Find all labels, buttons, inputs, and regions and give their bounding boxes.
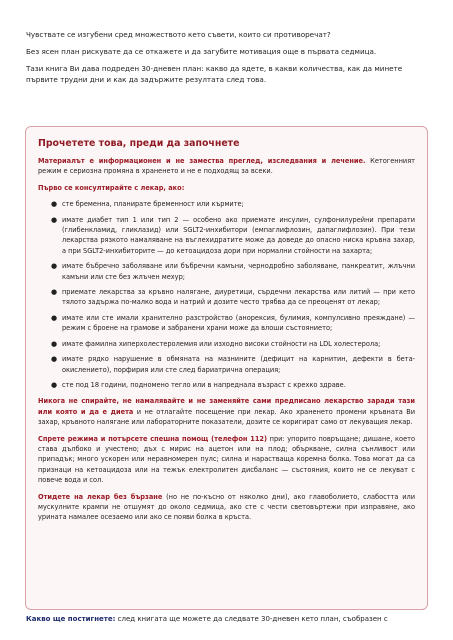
list-item: ● приемате лекарства за кръвно налягане, диуретици, сърдечни лекарства или литий — при кето тялото задържа по-малко вода и натрий и дозите често трябва да се преоценят от лекар; [51, 288, 415, 307]
bullet-icon: ● [51, 339, 58, 348]
disclaimer-bold: Материалът е информационен и не замества преглед, изследвания и лечение. [38, 157, 366, 165]
bullet-icon: ● [51, 355, 58, 364]
medication-bold: Никога не спирайте, не намалявайте и не заменяйте сами предписано лекарство заради тази или която и да е диета [38, 397, 415, 416]
list-item: ● сте под 18 години, подномено тегло или в напреднала възраст с крехко здраве. [51, 380, 346, 389]
doctor-bold: Отидете на лекар без бързане [38, 492, 163, 501]
doctor-text: (но не по-късно от няколко дни), ако главоболието, слабостта или мускулните крампи не отшумят до около седмица, ако сте с чести световъртежи при изправяне, ако урината намалее осезаемо или ако се появи болка в кръста. [38, 492, 415, 522]
emergency-bold: Спрете режима и потърсете спешна помощ (телефон 112) [38, 434, 268, 443]
consult-list [38, 199, 415, 390]
emergency-paragraph [38, 434, 415, 486]
warning-box [25, 126, 428, 610]
intro-paragraph-1: Чувствате се изгубени сред множеството кето съвети, които си противоречат? [26, 30, 331, 39]
list-item: ● имате бъбречно заболяване или бъбречни камъни, чернодробно заболяване, панкреатит, жлъчни камъни или сте без жлъчен мехур; [51, 262, 415, 281]
medication-text: и не отлагайте посещение при лекар. Ако храненето промени кръвната Ви захар, кръвното налягане или лабораторните показатели, дозите се коригират само от лекуващия лекар. [38, 407, 416, 427]
outcome-text: след книгата ще можете да следвате 30-дневен кето план, съобразен с [115, 615, 388, 623]
outcome-lead: Какво ще постигнете: [26, 615, 116, 623]
doctor-paragraph [38, 492, 415, 523]
list-item: ● имате или сте имали хранително разстройство (анорексия, булимия, компулсивно преяждане) — режим с броене на грамове и забранени храни може да влоши състоянието; [51, 313, 415, 333]
medication-paragraph [38, 396, 415, 427]
bullet-icon: ● [51, 262, 58, 271]
bullet-icon: ● [51, 288, 58, 297]
disclaimer-paragraph [38, 156, 415, 177]
bullet-icon: ● [51, 380, 58, 389]
bullet-icon: ● [51, 200, 58, 209]
outcome-paragraph [26, 614, 428, 625]
intro-paragraph-3: Тази книга Ви дава подреден 30-дневен план: какво да ядете, в какви количества, как да минете първите трудни дни и как да задържите резултата след това. [26, 64, 403, 84]
emergency-text: при: упорито повръщане; дишане, което става дълбоко и учестено; дъх с мирис на ацетон или на плод; объркване, силна сънливост или припадък; много ускорен или неравномерен пулс; силна и нарастваща коремна болка. Това могат да са признаци на кетоацидоза или на тежък електролитен дисбаланс — състояния, които не се лекуват с повече вода и сол. [38, 434, 415, 485]
list-item: ● имате диабет тип 1 или тип 2 — особено ако приемате инсулин, сулфонилурейни препарати (глибенкламид, гликлазид) или SGLT2-инхибитори (емпаглифлозин, дапаглифлозин). При тези лекарства рязкото намаляване на въглехидратите може да доведе до опасно ниска кръвна захар, а при SGLT2-инхибиторите — до кетоацидоза дори при нормални стойности на захарта; [51, 215, 415, 255]
list-item: ● имате фамилна хиперхолестеролемия или изходно високи стойности на LDL холестерола; [51, 339, 381, 348]
bullet-icon: ● [51, 215, 58, 224]
list-item: ● сте бременна, планирате бременност или кърмите; [51, 200, 244, 209]
warning-box-title: Прочетете това, преди да започнете [38, 138, 240, 149]
list-item: ● имате рядко нарушение в обмяната на мазнините (дефицит на карнитин, дефекти в бета-окислението), порфирия или сте след бариатрична операция; [51, 355, 415, 374]
intro-paragraph-2: Без ясен план рискувате да се откажете и да загубите мотивация още в първата седмица. [26, 47, 377, 56]
consult-heading: Първо се консултирайте с лекар, ако: [38, 183, 185, 192]
bullet-icon: ● [51, 313, 58, 322]
disclaimer-text: Кетогенният режим е сериозна промяна в храненето и не е подходящ за всеки. [38, 157, 415, 176]
